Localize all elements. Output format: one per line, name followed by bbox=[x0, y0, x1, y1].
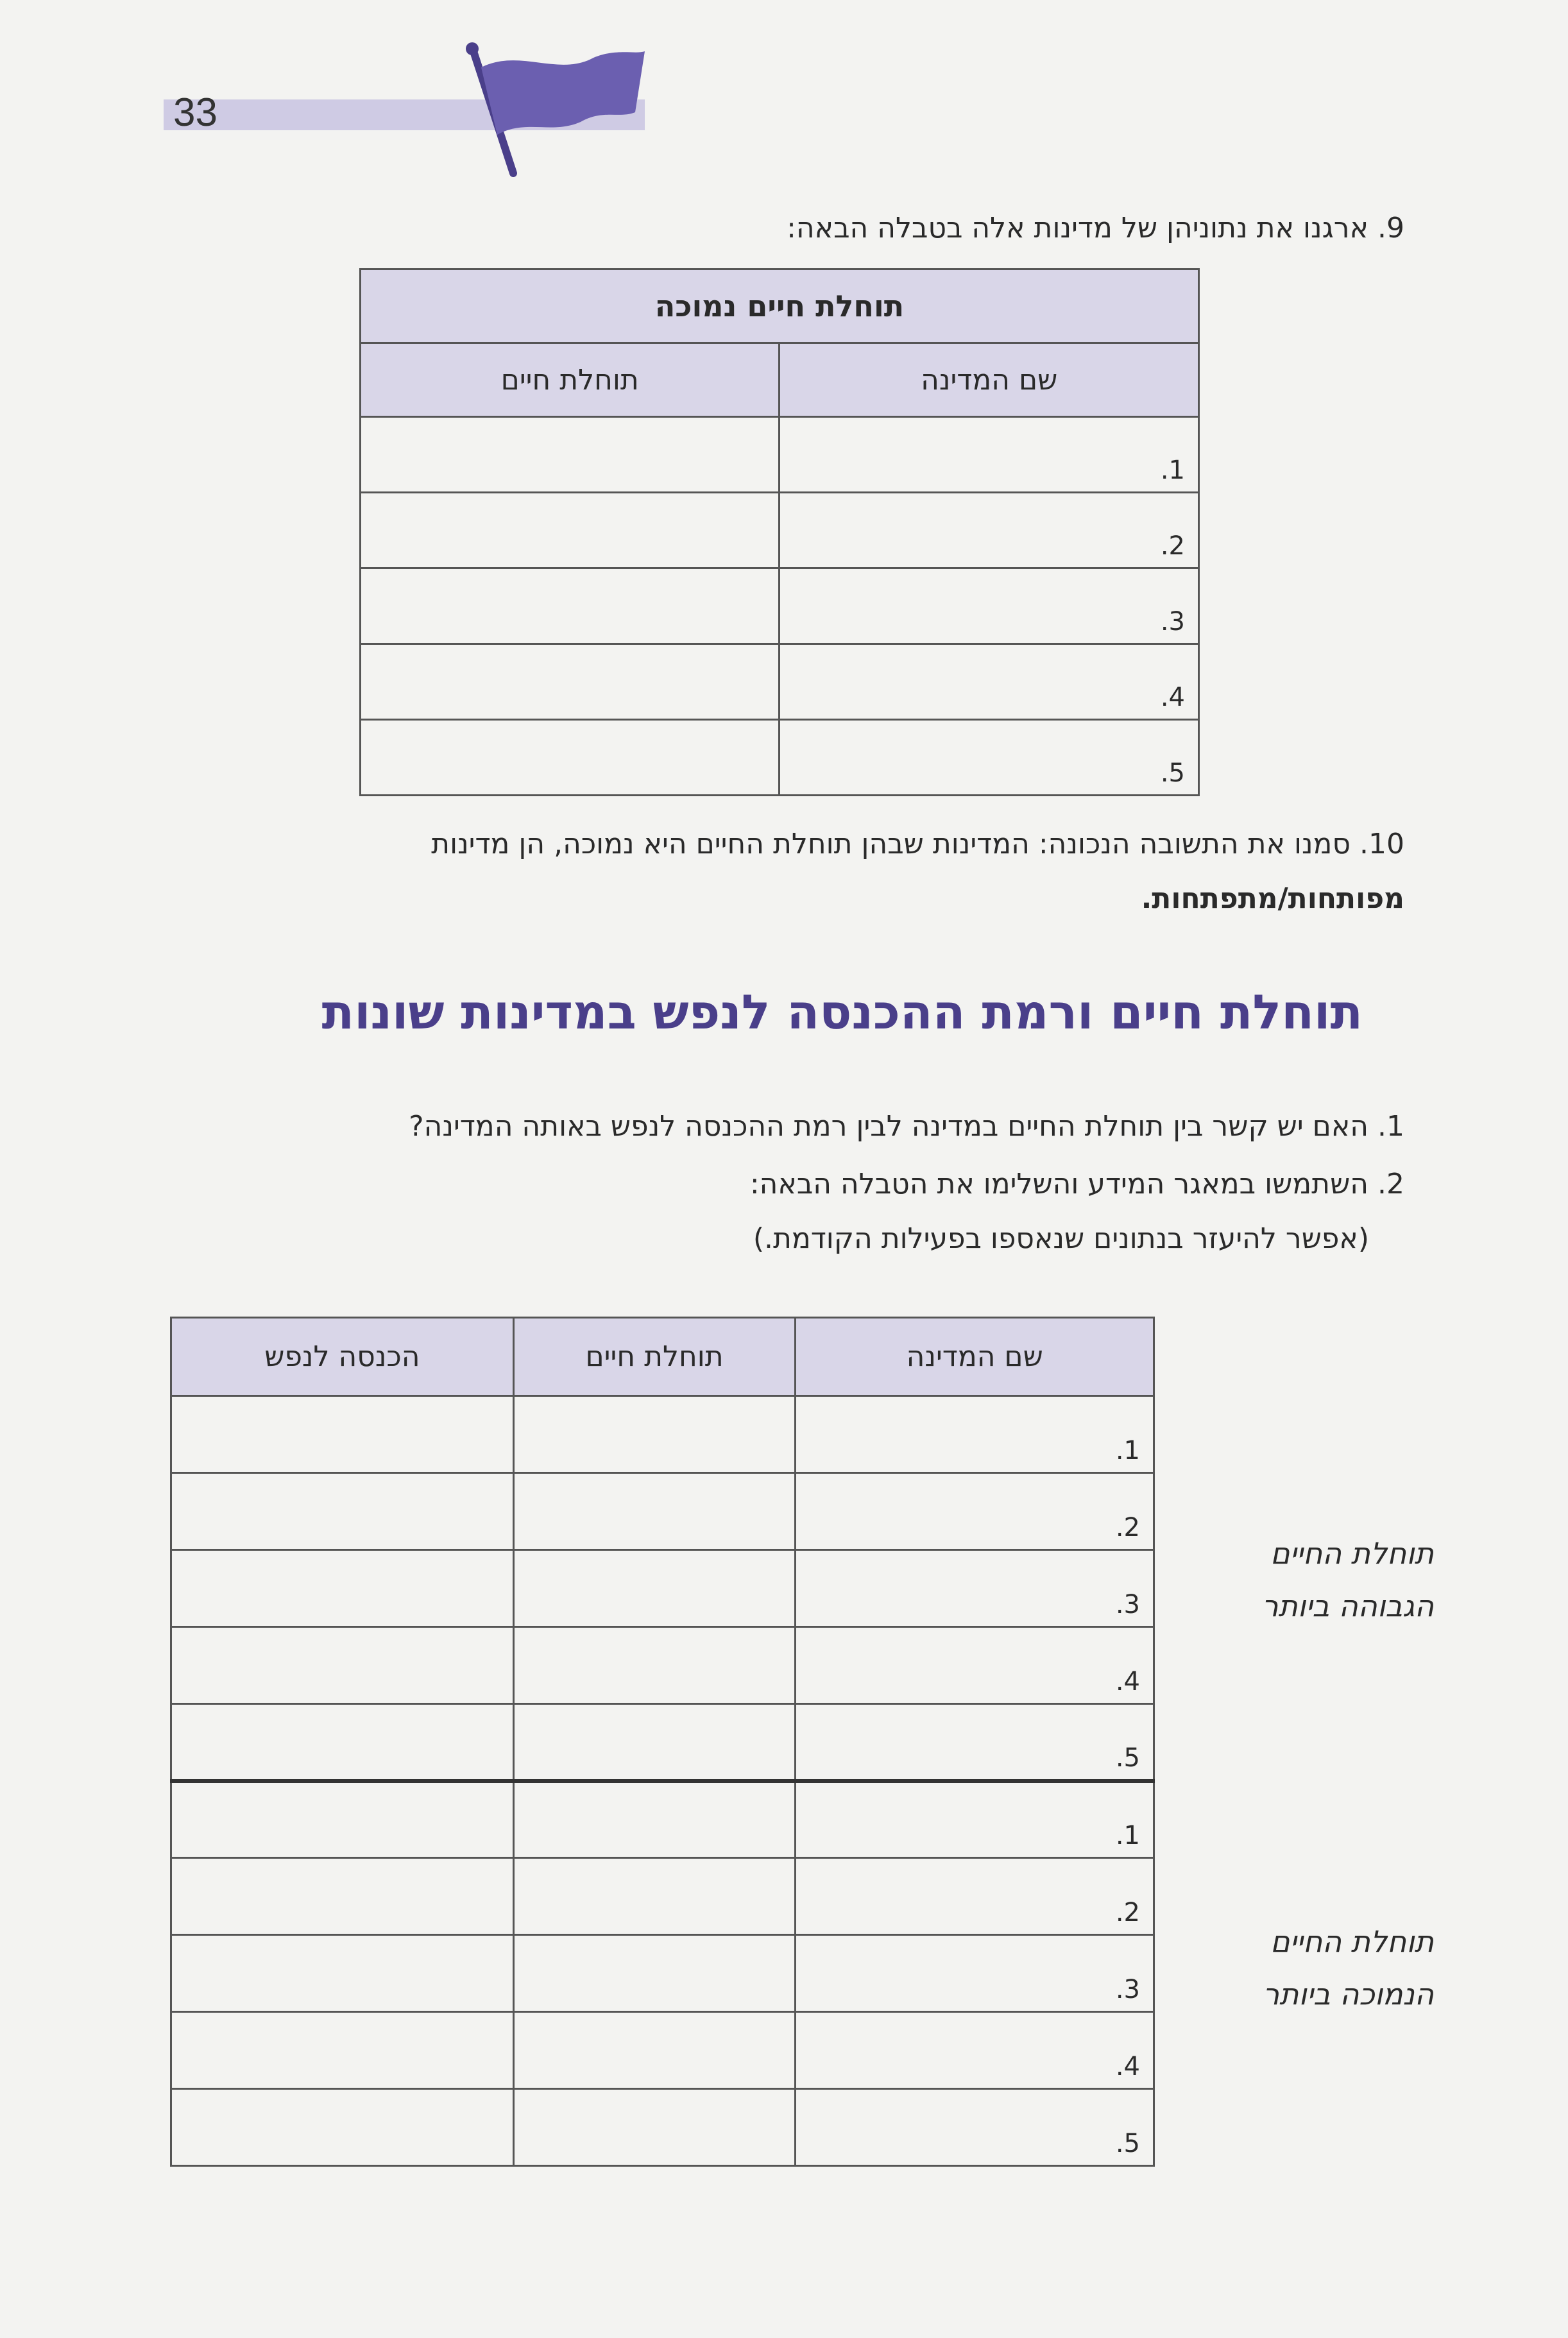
group-label-highest bbox=[1216, 1527, 1434, 1632]
empty-cell[interactable] bbox=[513, 1396, 796, 1473]
empty-cell[interactable] bbox=[361, 493, 780, 568]
table-row bbox=[171, 2012, 1154, 2089]
empty-cell[interactable] bbox=[513, 1473, 796, 1550]
row-number: 5. bbox=[796, 1704, 1154, 1781]
table-row bbox=[361, 417, 1199, 493]
table-row bbox=[171, 1550, 1154, 1627]
row-number: 4. bbox=[796, 1627, 1154, 1704]
row-number: 4. bbox=[796, 2012, 1154, 2089]
row-number: 4. bbox=[780, 644, 1199, 720]
empty-cell[interactable] bbox=[171, 1858, 514, 1935]
section-title: תוחלת חיים ורמת ההכנסה לנפש במדינות שונות bbox=[321, 985, 1363, 1040]
table-row bbox=[171, 1704, 1154, 1781]
row-number: 1. bbox=[780, 417, 1199, 493]
flag-icon bbox=[462, 38, 654, 180]
table-row bbox=[171, 1935, 1154, 2012]
table-row bbox=[171, 1781, 1154, 1858]
row-number: 3. bbox=[796, 1550, 1154, 1627]
column-header-life-expectancy: תוחלת חיים bbox=[361, 343, 780, 417]
table-row bbox=[171, 1396, 1154, 1473]
life-expectancy-income-table bbox=[170, 1317, 1155, 2167]
column-header-country: שם המדינה bbox=[796, 1318, 1154, 1396]
item-text: האם יש קשר בין תוחלת החיים במדינה לבין רמת ההכנסה לנפש באותה המדינה? bbox=[409, 1110, 1368, 1143]
empty-cell[interactable] bbox=[513, 1781, 796, 1858]
empty-cell[interactable] bbox=[171, 2089, 514, 2166]
row-number: 5. bbox=[780, 720, 1199, 796]
column-header-country: שם המדינה bbox=[780, 343, 1199, 417]
empty-cell[interactable] bbox=[361, 644, 780, 720]
empty-cell[interactable] bbox=[513, 2012, 796, 2089]
table-title: תוחלת חיים נמוכה bbox=[361, 269, 1199, 343]
table-row bbox=[171, 1473, 1154, 1550]
question-number: 9. bbox=[1377, 212, 1404, 244]
group-label-line: הנמוכה ביותר bbox=[1263, 1977, 1434, 2011]
table-row bbox=[361, 568, 1199, 644]
section-item-1 bbox=[409, 1110, 1404, 1143]
empty-cell[interactable] bbox=[513, 1858, 796, 1935]
row-number: 2. bbox=[796, 1473, 1154, 1550]
table-row bbox=[361, 644, 1199, 720]
table-row bbox=[171, 1858, 1154, 1935]
column-header-income: הכנסה לנפש bbox=[171, 1318, 514, 1396]
row-number: 5. bbox=[796, 2089, 1154, 2166]
row-number: 3. bbox=[780, 568, 1199, 644]
item-number: 1. bbox=[1377, 1110, 1404, 1143]
item-note: (אפשר להיעזר בנתונים שנאספו בפעילות הקודמת.) bbox=[753, 1222, 1369, 1255]
question-text: ארגנו את נתוניהן של מדינות אלה בטבלה הבאה: bbox=[787, 212, 1368, 244]
empty-cell[interactable] bbox=[513, 2089, 796, 2166]
empty-cell[interactable] bbox=[171, 1473, 514, 1550]
section-item-2 bbox=[750, 1168, 1404, 1200]
low-life-expectancy-table bbox=[359, 268, 1200, 796]
question-9 bbox=[787, 212, 1404, 244]
question-10 bbox=[431, 828, 1404, 860]
table-row bbox=[171, 2089, 1154, 2166]
row-number: 3. bbox=[796, 1935, 1154, 2012]
answer-options[interactable]: מפותחות/מתפתחות. bbox=[1141, 882, 1404, 915]
page-number: 33 bbox=[173, 90, 217, 135]
question-text: סמנו את התשובה הנכונה: המדינות שבהן תוחלת החיים היא נמוכה, הן מדינות bbox=[431, 828, 1351, 860]
question-number: 10. bbox=[1359, 828, 1404, 860]
empty-cell[interactable] bbox=[513, 1550, 796, 1627]
empty-cell[interactable] bbox=[513, 1704, 796, 1781]
column-header-life-expectancy: תוחלת חיים bbox=[513, 1318, 796, 1396]
empty-cell[interactable] bbox=[513, 1935, 796, 2012]
table-row bbox=[361, 720, 1199, 796]
empty-cell[interactable] bbox=[171, 2012, 514, 2089]
row-number: 2. bbox=[796, 1858, 1154, 1935]
empty-cell[interactable] bbox=[171, 1704, 514, 1781]
empty-cell[interactable] bbox=[171, 1396, 514, 1473]
row-number: 1. bbox=[796, 1396, 1154, 1473]
empty-cell[interactable] bbox=[171, 1781, 514, 1858]
empty-cell[interactable] bbox=[361, 417, 780, 493]
item-text: השתמשו במאגר המידע והשלימו את הטבלה הבאה: bbox=[749, 1168, 1368, 1200]
row-number: 1. bbox=[796, 1781, 1154, 1858]
empty-cell[interactable] bbox=[171, 1935, 514, 2012]
group-label-line: הגבוהה ביותר bbox=[1261, 1589, 1434, 1623]
group-label-line: תוחלת החיים bbox=[1270, 1536, 1434, 1571]
row-number: 2. bbox=[780, 493, 1199, 568]
empty-cell[interactable] bbox=[171, 1550, 514, 1627]
table-row bbox=[361, 493, 1199, 568]
empty-cell[interactable] bbox=[513, 1627, 796, 1704]
item-number: 2. bbox=[1377, 1168, 1404, 1200]
empty-cell[interactable] bbox=[171, 1627, 514, 1704]
empty-cell[interactable] bbox=[361, 720, 780, 796]
empty-cell[interactable] bbox=[361, 568, 780, 644]
group-label-line: תוחלת החיים bbox=[1270, 1924, 1434, 1959]
table-row bbox=[171, 1627, 1154, 1704]
group-label-lowest bbox=[1216, 1915, 1434, 2020]
